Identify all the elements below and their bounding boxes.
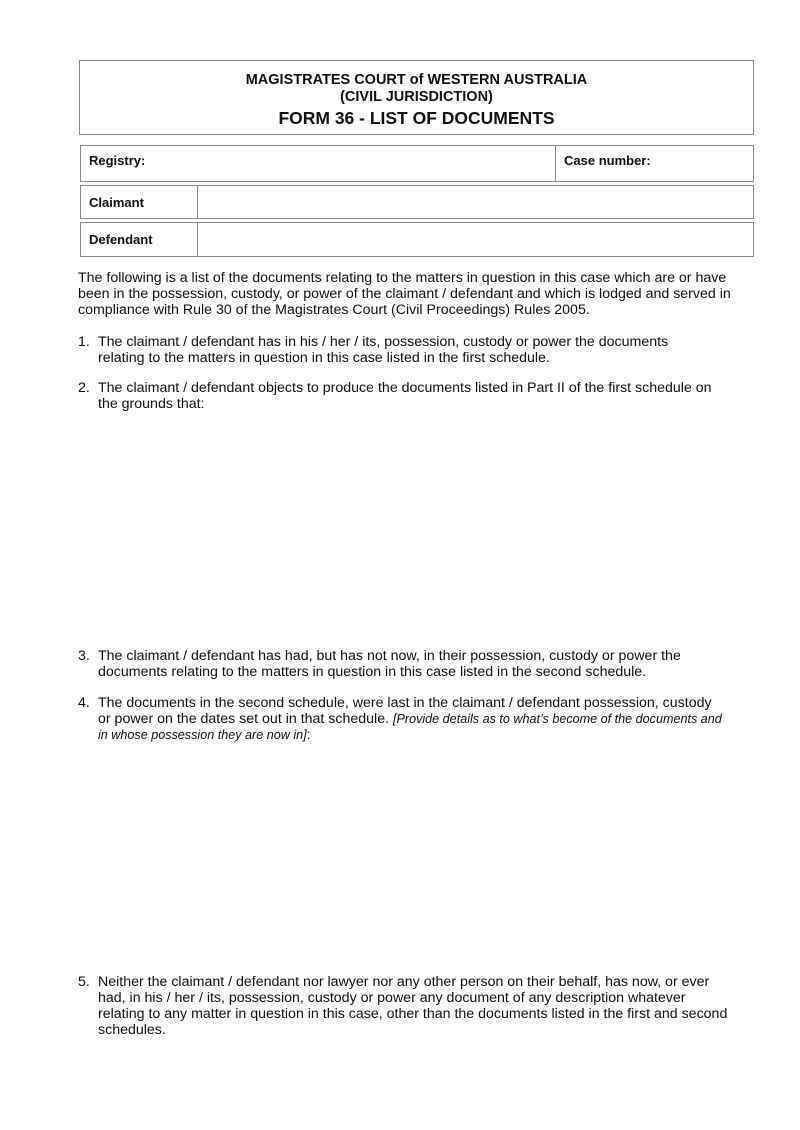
case-number-label: Case number:	[564, 153, 651, 168]
registry-value[interactable]	[145, 146, 555, 181]
item-number: 4.	[78, 695, 90, 711]
defendant-value[interactable]	[197, 223, 753, 256]
item-text: Neither the claimant / defendant nor lawyer nor any other person on their behalf, has now, or ever had, in his / her / its, possession, custody or power any document of any description whatever relating to any matter in question in this case, other than the documents listed in the first and second schedules.	[98, 974, 728, 1038]
documents-whereabouts-area[interactable]	[98, 750, 738, 965]
list-item-1	[78, 334, 718, 366]
claimant-value[interactable]	[197, 186, 753, 218]
item-number: 3.	[78, 648, 90, 664]
claimant-row	[80, 185, 754, 219]
hint-suffix: :	[306, 727, 311, 743]
registry-label: Registry:	[89, 153, 146, 168]
item-number: 5.	[78, 974, 90, 990]
form-header	[79, 60, 754, 135]
item-text	[98, 695, 728, 743]
list-item-3	[78, 648, 718, 680]
list-item-4	[78, 695, 728, 743]
defendant-label: Defendant	[89, 232, 153, 247]
item-text: The claimant / defendant objects to produce the documents listed in Part II of the first schedule on the grounds that:	[98, 380, 712, 412]
claimant-label: Claimant	[89, 195, 144, 210]
registry-field[interactable]	[81, 146, 555, 181]
item-number: 2.	[78, 380, 90, 396]
jurisdiction: (CIVIL JURISDICTION)	[340, 89, 493, 105]
form-title: FORM 36 - LIST OF DOCUMENTS	[278, 108, 555, 128]
item-text-main: The documents in the second schedule, were last in the claimant / defendant possession, custody or power on the dates set out in that schedule.	[98, 695, 712, 727]
item-hint: [Provide details as to what’s become of the documents and in whose possession they are now in]	[98, 712, 722, 742]
list-item-2	[78, 380, 728, 412]
item-text: The claimant / defendant has in his / her / its, possession, custody or power the documents relating to the matters in question in this case listed in the first schedule.	[98, 334, 669, 366]
case-number-value[interactable]	[651, 146, 753, 181]
item-number: 1.	[78, 334, 90, 350]
registry-row	[80, 145, 754, 182]
court-name: MAGISTRATES COURT of WESTERN AUSTRALIA	[245, 72, 588, 88]
defendant-row	[80, 222, 754, 257]
case-number-field[interactable]	[555, 146, 753, 181]
item-text: The claimant / defendant has had, but has not now, in their possession, custody or power the documents relating to the matters in question in this case listed in the second schedule.	[98, 648, 681, 680]
objection-grounds-area[interactable]	[98, 418, 738, 638]
list-item-5	[78, 974, 728, 1038]
intro-paragraph: The following is a list of the documents relating to the matters in question in this case which are or have been in the possession, custody, or power of the claimant / defendant and which is lodged and served in compliance with Rule 30 of the Magistrates Court (Civil Proceedings) Rules 2005.	[78, 270, 731, 318]
